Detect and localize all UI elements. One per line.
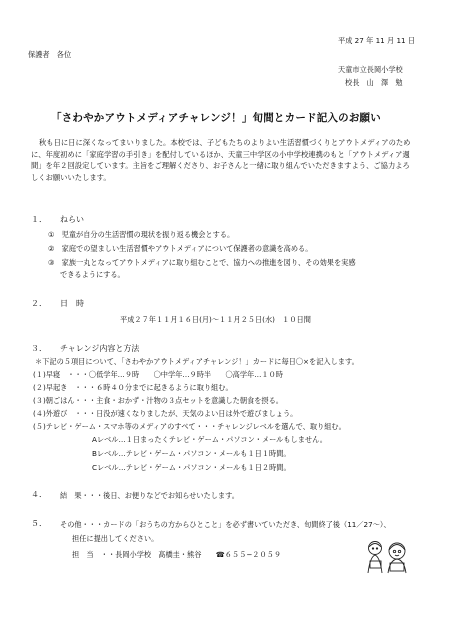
children-illustration (362, 539, 412, 575)
method-item-2: (２)早起き ・・・６時４０分までに起きるように取り組む。 (33, 383, 233, 392)
section-4-number: ４． (31, 490, 47, 499)
section-3-label: チャレンジ内容と方法 (60, 344, 140, 353)
document-date: 平成 27 年 11 月 11 日 (338, 36, 416, 45)
section-1-label: ねらい (60, 215, 84, 224)
method-item-1: (１)早寝 ・・・〇低学年…９時 〇中学年…９時半 〇高学年…１０時 (33, 370, 283, 379)
contact-line: 担 当 ・・長岡小学校 髙橋圭・熊谷 ☎６５５−２０５９ (72, 550, 282, 559)
method-item-5: (５)テレビ・ゲーム・スマホ等のメディアのすべて・・・チャレンジレベルを選んで、取り組む。 (33, 422, 346, 431)
section-2-number: ２． (31, 299, 47, 308)
intro-paragraph: 秋も日に日に深くなってまいりました。本校では、子どもたちのよりよい生活習慣づくりとアウトメディアのために、年度初めに「家庭学習の手引き」を配付しているほか、天童三中学区の小中学校連携のもと「アウトメディア週間」を年２回設定しています。主旨をご理解くださり、お子さんと一緒に取り組んでいただきますよう、ご協力よろしくお願いいたします。 (31, 138, 411, 182)
method-item-4: (４)外遊び ・・・日没が速くなりましたが、天気のよい日は外で遊びましょう。 (33, 409, 298, 418)
level-a: Aレベル…１日まったくテレビ・ゲーム・パソコン・メールもしません。 (92, 435, 327, 444)
aim-item-3: ③ 家族一丸となってアウトメディアに取り組むことで、協力への推進を図り、その効果を実感 (48, 258, 356, 267)
section-5-number: ５． (31, 519, 47, 528)
method-note: ＊下記の５項目について、「さわやかアウトメディアチャレンジ！」カードに毎日〇×を記入します。 (35, 357, 359, 366)
section-3-number: ３． (31, 344, 47, 353)
document-title: 「さわやかアウトメディアチャレンジ！」旬間とカード記入のお願い (51, 112, 381, 124)
principal-name: 校長 山 澤 勉 (345, 78, 403, 87)
results-text: 結 果・・・後日、お便りなどでお知らせいたします。 (60, 491, 239, 500)
level-b: Bレベル…テレビ・ゲーム・パソコン・メールも１日１時間。 (92, 449, 291, 458)
aim-item-3-cont: できるようにする。 (60, 270, 125, 279)
challenge-period: 平成２７年１１月１６日(月)〜１１月２５日(水) １０日間 (120, 315, 311, 324)
aim-item-1: ① 児童が自分の生活習慣の現状を振り返る機会とする。 (48, 230, 235, 239)
level-c: Cレベル…テレビ・ゲーム・パソコン・メールも１日２時間。 (92, 463, 291, 472)
school-name: 天童市立長岡小学校 (338, 65, 403, 74)
section-2-label: 日 時 (60, 299, 84, 308)
recipient-line: 保護者 各位 (28, 50, 72, 59)
section-1-number: １． (31, 215, 47, 224)
aim-item-2: ② 家庭での望ましい生活習慣やアウトメディアについて保護者の意識を高める。 (48, 244, 313, 253)
other-text-2: 担任に提出してください。 (72, 534, 159, 543)
method-item-3: (３)朝ごはん・・・主食・おかず・汁物の３点セットを意識した朝食を摂る。 (33, 396, 283, 405)
other-text-1: その他・・・カードの「おうちの方からひとこと」を必ず書いていただき、旬間終了後（11／27〜）、 (60, 520, 391, 529)
